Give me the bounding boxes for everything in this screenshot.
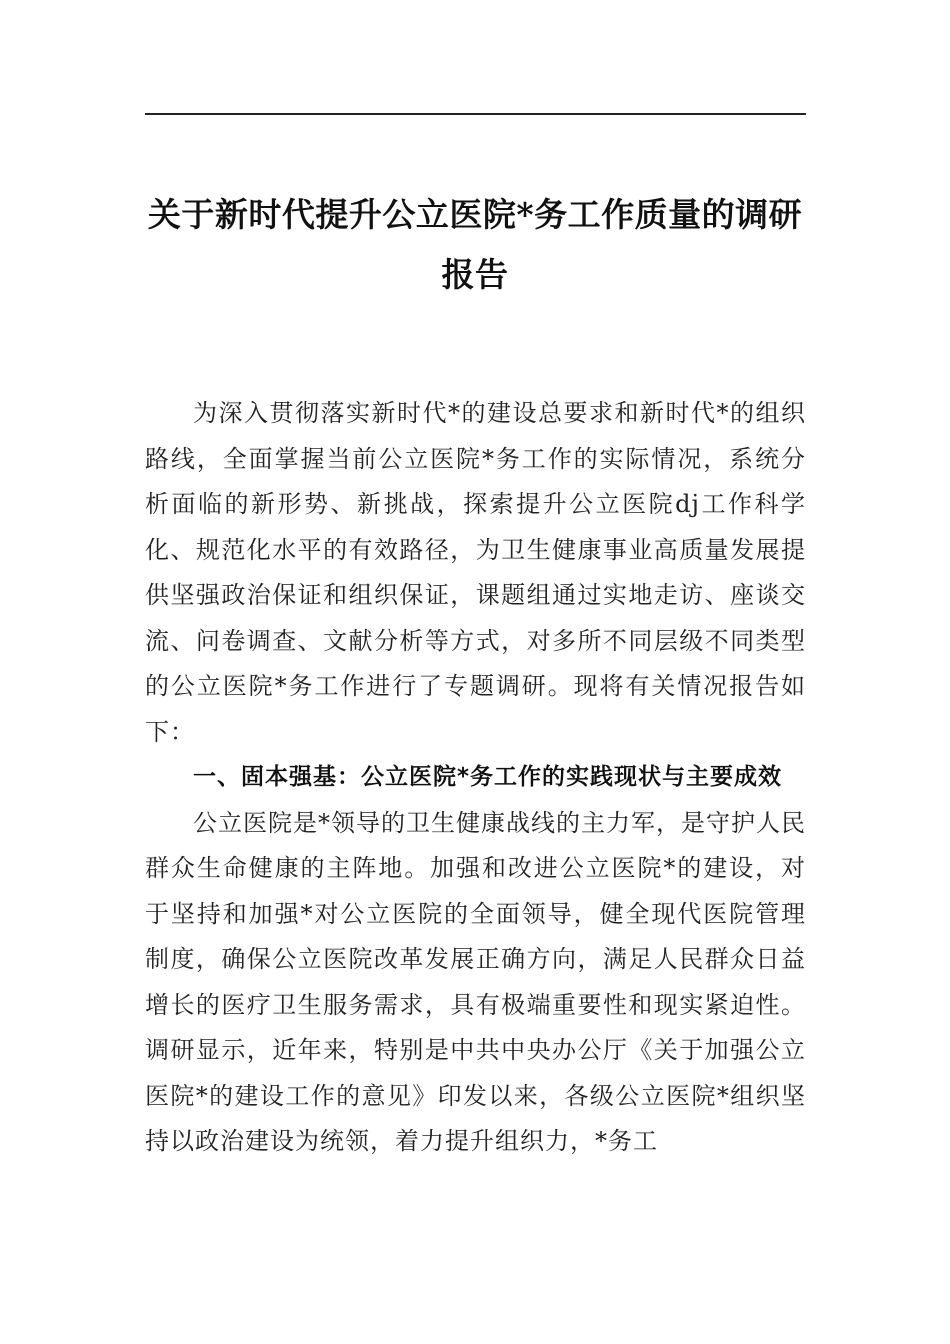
header-rule (145, 113, 806, 115)
document-title: 关于新时代提升公立医院*务工作质量的调研报告 (147, 195, 803, 295)
section-heading-1: 一、固本强基：公立医院*务工作的实践现状与主要成效 (193, 764, 783, 790)
document-body (145, 391, 806, 1165)
section-1-paragraph: 公立医院是*领导的卫生健康战线的主力军，是守护人民群众生命健康的主阵地。加强和改进公立医院*的建设，对于坚持和加强*对公立医院的全面领导，健全现代医院管理制度，确保公立医院改革发展正确方向，满足人民群众日益增长的医疗卫生服务需求，具有极端重要性和现实紧迫性。调研显示，近年来，特别是中共中央办公厅《关于加强公立医院*的建设工作的意见》印发以来，各级公立医院*组织坚持以政治建设为统领，着力提升组织力，*务工 (145, 808, 806, 1155)
intro-paragraph: 为深入贯彻落实新时代*的建设总要求和新时代*的组织路线，全面掌握当前公立医院*务工作的实际情况，系统分析面临的新形势、新挑战，探索提升公立医院dj工作科学化、规范化水平的有效路径，为卫生健康事业高质量发展提供坚强政治保证和组织保证，课题组通过实地走访、座谈交流、问卷调查、文献分析等方式，对多所不同层级不同类型的公立医院*务工作进行了专题调研。现将有关情况报告如下： (145, 399, 806, 746)
